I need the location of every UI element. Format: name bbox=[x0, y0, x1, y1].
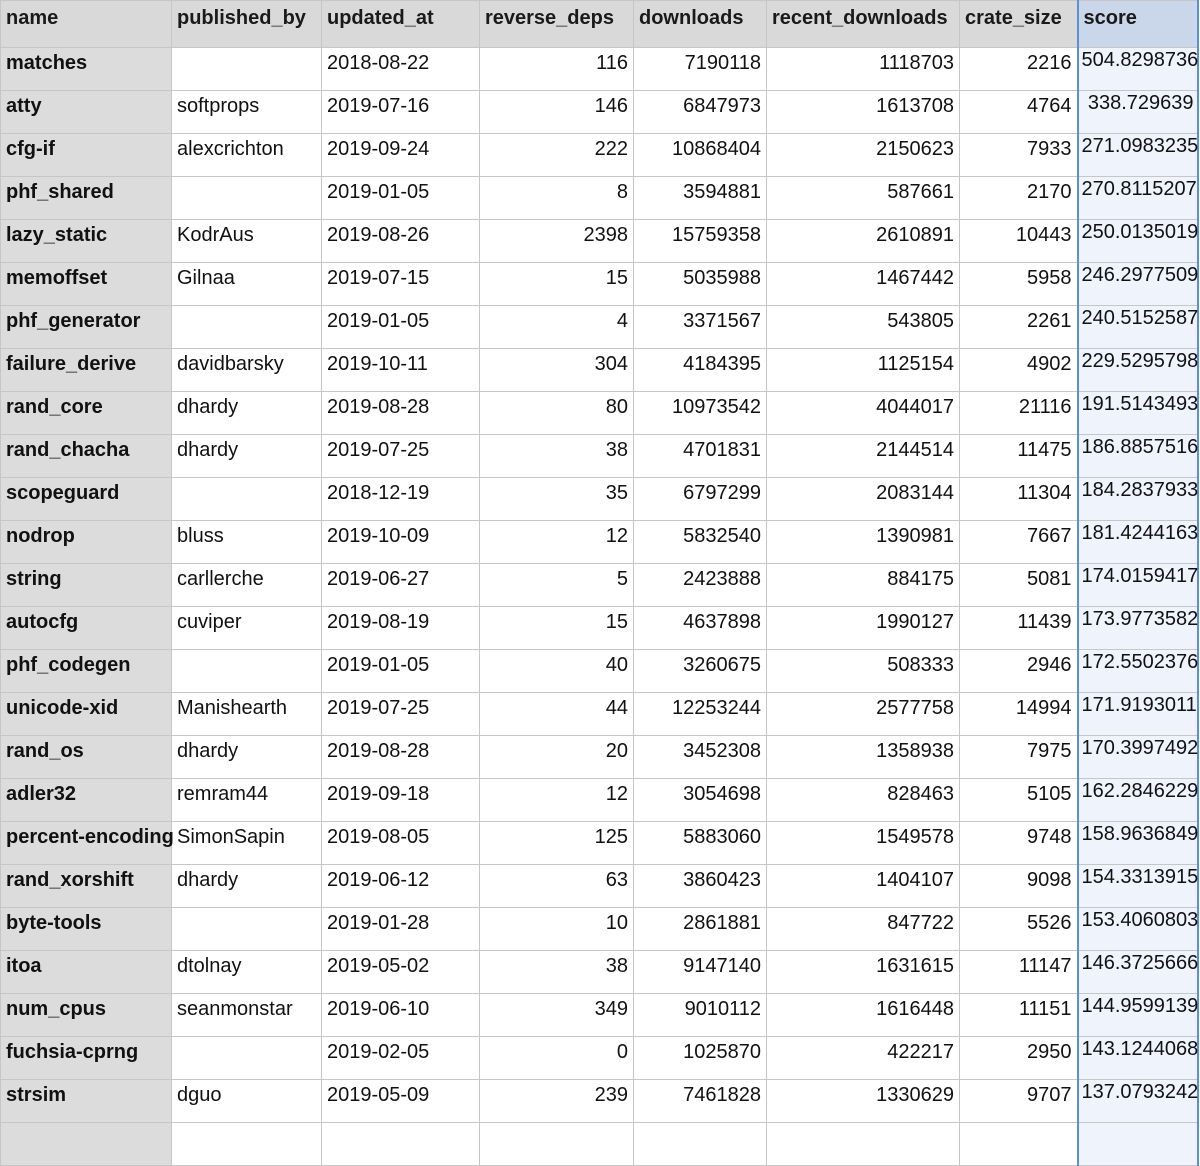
recent-downloads-cell[interactable]: 2610891 bbox=[767, 220, 960, 263]
reverse-deps-cell[interactable]: 12 bbox=[480, 521, 634, 564]
recent-downloads-cell[interactable]: 1631615 bbox=[767, 951, 960, 994]
table-row bbox=[1, 822, 1198, 865]
name-cell[interactable]: atty bbox=[1, 91, 172, 134]
reverse-deps-cell[interactable]: 44 bbox=[480, 693, 634, 736]
crate-size-cell[interactable]: 2946 bbox=[960, 650, 1078, 693]
crate-size-cell[interactable]: 2261 bbox=[960, 306, 1078, 349]
recent-downloads-cell[interactable]: 1990127 bbox=[767, 607, 960, 650]
downloads-cell[interactable]: 12253244 bbox=[634, 693, 767, 736]
downloads-cell[interactable]: 3860423 bbox=[634, 865, 767, 908]
score-cell[interactable]: 229.5295798 bbox=[1078, 349, 1198, 392]
name-cell[interactable]: byte-tools bbox=[1, 908, 172, 951]
table-row bbox=[1, 865, 1198, 908]
table-row bbox=[1, 736, 1198, 779]
score-cell[interactable]: 162.2846229 bbox=[1078, 779, 1198, 822]
table-row bbox=[1, 435, 1198, 478]
updated-at-cell[interactable]: 2019-08-26 bbox=[322, 220, 480, 263]
score-cell[interactable]: 191.5143493 bbox=[1078, 392, 1198, 435]
recent-downloads-cell[interactable]: 1467442 bbox=[767, 263, 960, 306]
score-cell[interactable]: 250.0135019 bbox=[1078, 220, 1198, 263]
downloads-cell[interactable]: 9010112 bbox=[634, 994, 767, 1037]
published-by-cell[interactable]: cuviper bbox=[172, 607, 322, 650]
published-by-cell[interactable] bbox=[172, 48, 322, 91]
crate-size-cell[interactable]: 7975 bbox=[960, 736, 1078, 779]
crate-size-cell[interactable] bbox=[960, 1123, 1078, 1166]
updated-at-cell[interactable]: 2019-02-05 bbox=[322, 1037, 480, 1080]
column-header-score[interactable]: score bbox=[1078, 1, 1198, 48]
updated-at-cell[interactable]: 2019-06-27 bbox=[322, 564, 480, 607]
column-header-recent-downloads[interactable]: recent_downloads bbox=[767, 1, 960, 48]
column-header-updated-at[interactable]: updated_at bbox=[322, 1, 480, 48]
crate-size-cell[interactable]: 5526 bbox=[960, 908, 1078, 951]
published-by-cell[interactable]: bluss bbox=[172, 521, 322, 564]
name-cell[interactable]: rand_os bbox=[1, 736, 172, 779]
table-row bbox=[1, 349, 1198, 392]
name-cell[interactable]: lazy_static bbox=[1, 220, 172, 263]
crate-size-cell[interactable]: 7933 bbox=[960, 134, 1078, 177]
published-by-cell[interactable] bbox=[172, 177, 322, 220]
published-by-cell[interactable]: SimonSapin bbox=[172, 822, 322, 865]
published-by-cell[interactable]: dhardy bbox=[172, 392, 322, 435]
recent-downloads-cell[interactable]: 884175 bbox=[767, 564, 960, 607]
published-by-cell[interactable] bbox=[172, 478, 322, 521]
updated-at-cell[interactable]: 2019-05-09 bbox=[322, 1080, 480, 1123]
published-by-cell[interactable]: dhardy bbox=[172, 865, 322, 908]
column-header-name[interactable]: name bbox=[1, 1, 172, 48]
name-cell[interactable]: itoa bbox=[1, 951, 172, 994]
published-by-cell[interactable]: alexcrichton bbox=[172, 134, 322, 177]
reverse-deps-cell[interactable]: 10 bbox=[480, 908, 634, 951]
score-cell[interactable]: 271.0983235 bbox=[1078, 134, 1198, 177]
crate-size-cell[interactable]: 10443 bbox=[960, 220, 1078, 263]
table-row bbox=[1, 650, 1198, 693]
recent-downloads-cell[interactable]: 1404107 bbox=[767, 865, 960, 908]
name-cell[interactable]: scopeguard bbox=[1, 478, 172, 521]
recent-downloads-cell[interactable]: 2150623 bbox=[767, 134, 960, 177]
recent-downloads-cell[interactable]: 2144514 bbox=[767, 435, 960, 478]
downloads-cell[interactable]: 6847973 bbox=[634, 91, 767, 134]
published-by-cell[interactable] bbox=[172, 908, 322, 951]
reverse-deps-cell[interactable] bbox=[480, 1123, 634, 1166]
reverse-deps-cell[interactable]: 15 bbox=[480, 607, 634, 650]
table-row bbox=[1, 306, 1198, 349]
table-row bbox=[1, 48, 1198, 91]
name-cell[interactable]: rand_xorshift bbox=[1, 865, 172, 908]
updated-at-cell[interactable]: 2019-09-24 bbox=[322, 134, 480, 177]
column-header-reverse-deps[interactable]: reverse_deps bbox=[480, 1, 634, 48]
updated-at-cell[interactable] bbox=[322, 1123, 480, 1166]
downloads-cell[interactable]: 4637898 bbox=[634, 607, 767, 650]
recent-downloads-cell[interactable] bbox=[767, 1123, 960, 1166]
crate-size-cell[interactable]: 2950 bbox=[960, 1037, 1078, 1080]
downloads-cell[interactable]: 2423888 bbox=[634, 564, 767, 607]
published-by-cell[interactable] bbox=[172, 1123, 322, 1166]
recent-downloads-cell[interactable]: 2083144 bbox=[767, 478, 960, 521]
published-by-cell[interactable]: Gilnaa bbox=[172, 263, 322, 306]
downloads-cell[interactable]: 3260675 bbox=[634, 650, 767, 693]
crate-size-cell[interactable]: 14994 bbox=[960, 693, 1078, 736]
published-by-cell[interactable] bbox=[172, 306, 322, 349]
name-cell[interactable] bbox=[1, 1123, 172, 1166]
score-cell[interactable]: 170.3997492 bbox=[1078, 736, 1198, 779]
reverse-deps-cell[interactable]: 125 bbox=[480, 822, 634, 865]
crate-size-cell[interactable]: 4902 bbox=[960, 349, 1078, 392]
table-row bbox=[1, 607, 1198, 650]
column-header-crate-size[interactable]: crate_size bbox=[960, 1, 1078, 48]
name-cell[interactable]: nodrop bbox=[1, 521, 172, 564]
updated-at-cell[interactable]: 2019-07-15 bbox=[322, 263, 480, 306]
updated-at-cell[interactable]: 2019-08-28 bbox=[322, 392, 480, 435]
score-cell[interactable]: 172.5502376 bbox=[1078, 650, 1198, 693]
reverse-deps-cell[interactable]: 2398 bbox=[480, 220, 634, 263]
table-row bbox=[1, 177, 1198, 220]
table-row bbox=[1, 392, 1198, 435]
score-cell[interactable] bbox=[1078, 1123, 1198, 1166]
updated-at-cell[interactable]: 2018-08-22 bbox=[322, 48, 480, 91]
downloads-cell[interactable] bbox=[634, 1123, 767, 1166]
recent-downloads-cell[interactable]: 828463 bbox=[767, 779, 960, 822]
updated-at-cell[interactable]: 2018-12-19 bbox=[322, 478, 480, 521]
published-by-cell[interactable]: carllerche bbox=[172, 564, 322, 607]
recent-downloads-cell[interactable]: 508333 bbox=[767, 650, 960, 693]
updated-at-cell[interactable]: 2019-01-05 bbox=[322, 306, 480, 349]
downloads-cell[interactable]: 15759358 bbox=[634, 220, 767, 263]
table-row bbox=[1, 91, 1198, 134]
downloads-cell[interactable]: 4701831 bbox=[634, 435, 767, 478]
name-cell[interactable]: percent-encoding bbox=[1, 822, 172, 865]
table-row bbox=[1, 1123, 1198, 1166]
table-row bbox=[1, 1080, 1198, 1123]
updated-at-cell[interactable]: 2019-07-25 bbox=[322, 435, 480, 478]
name-cell[interactable]: string bbox=[1, 564, 172, 607]
name-cell[interactable]: fuchsia-cprng bbox=[1, 1037, 172, 1080]
updated-at-cell[interactable]: 2019-06-10 bbox=[322, 994, 480, 1037]
crate-size-cell[interactable]: 7667 bbox=[960, 521, 1078, 564]
recent-downloads-cell[interactable]: 1549578 bbox=[767, 822, 960, 865]
crate-size-cell[interactable]: 2216 bbox=[960, 48, 1078, 91]
published-by-cell[interactable] bbox=[172, 1037, 322, 1080]
recent-downloads-cell[interactable]: 847722 bbox=[767, 908, 960, 951]
reverse-deps-cell[interactable]: 0 bbox=[480, 1037, 634, 1080]
table-row bbox=[1, 478, 1198, 521]
reverse-deps-cell[interactable]: 239 bbox=[480, 1080, 634, 1123]
reverse-deps-cell[interactable]: 35 bbox=[480, 478, 634, 521]
published-by-cell[interactable]: remram44 bbox=[172, 779, 322, 822]
downloads-cell[interactable]: 10973542 bbox=[634, 392, 767, 435]
name-cell[interactable]: rand_chacha bbox=[1, 435, 172, 478]
score-cell[interactable]: 246.2977509 bbox=[1078, 263, 1198, 306]
crate-size-cell[interactable]: 11475 bbox=[960, 435, 1078, 478]
crate-size-cell[interactable]: 2170 bbox=[960, 177, 1078, 220]
score-cell[interactable]: 181.4244163 bbox=[1078, 521, 1198, 564]
reverse-deps-cell[interactable]: 38 bbox=[480, 951, 634, 994]
score-cell[interactable]: 184.2837933 bbox=[1078, 478, 1198, 521]
column-header-published-by[interactable]: published_by bbox=[172, 1, 322, 48]
reverse-deps-cell[interactable]: 116 bbox=[480, 48, 634, 91]
score-cell[interactable]: 154.3313915 bbox=[1078, 865, 1198, 908]
recent-downloads-cell[interactable]: 587661 bbox=[767, 177, 960, 220]
name-cell[interactable]: phf_codegen bbox=[1, 650, 172, 693]
score-cell[interactable]: 174.0159417 bbox=[1078, 564, 1198, 607]
reverse-deps-cell[interactable]: 40 bbox=[480, 650, 634, 693]
downloads-cell[interactable]: 3054698 bbox=[634, 779, 767, 822]
score-cell[interactable]: 146.3725666 bbox=[1078, 951, 1198, 994]
downloads-cell[interactable]: 3452308 bbox=[634, 736, 767, 779]
updated-at-cell[interactable]: 2019-01-05 bbox=[322, 177, 480, 220]
reverse-deps-cell[interactable]: 4 bbox=[480, 306, 634, 349]
updated-at-cell[interactable]: 2019-01-28 bbox=[322, 908, 480, 951]
recent-downloads-cell[interactable]: 422217 bbox=[767, 1037, 960, 1080]
score-cell[interactable]: 173.9773582 bbox=[1078, 607, 1198, 650]
published-by-cell[interactable]: dhardy bbox=[172, 435, 322, 478]
recent-downloads-cell[interactable]: 1358938 bbox=[767, 736, 960, 779]
crate-size-cell[interactable]: 9707 bbox=[960, 1080, 1078, 1123]
updated-at-cell[interactable]: 2019-05-02 bbox=[322, 951, 480, 994]
name-cell[interactable]: phf_generator bbox=[1, 306, 172, 349]
downloads-cell[interactable]: 5883060 bbox=[634, 822, 767, 865]
reverse-deps-cell[interactable]: 15 bbox=[480, 263, 634, 306]
score-cell[interactable]: 338.729639 bbox=[1078, 91, 1198, 134]
header-row bbox=[1, 1, 1198, 48]
downloads-cell[interactable]: 6797299 bbox=[634, 478, 767, 521]
reverse-deps-cell[interactable]: 12 bbox=[480, 779, 634, 822]
score-cell[interactable]: 270.8115207 bbox=[1078, 177, 1198, 220]
crate-size-cell[interactable]: 11304 bbox=[960, 478, 1078, 521]
crate-size-cell[interactable]: 11147 bbox=[960, 951, 1078, 994]
recent-downloads-cell[interactable]: 1613708 bbox=[767, 91, 960, 134]
name-cell[interactable]: rand_core bbox=[1, 392, 172, 435]
crate-size-cell[interactable]: 5105 bbox=[960, 779, 1078, 822]
updated-at-cell[interactable]: 2019-08-05 bbox=[322, 822, 480, 865]
column-header-downloads[interactable]: downloads bbox=[634, 1, 767, 48]
name-cell[interactable]: cfg-if bbox=[1, 134, 172, 177]
crate-size-cell[interactable]: 21116 bbox=[960, 392, 1078, 435]
downloads-cell[interactable]: 5035988 bbox=[634, 263, 767, 306]
updated-at-cell[interactable]: 2019-09-18 bbox=[322, 779, 480, 822]
downloads-cell[interactable]: 10868404 bbox=[634, 134, 767, 177]
table-body bbox=[1, 48, 1198, 1166]
crate-size-cell[interactable]: 4764 bbox=[960, 91, 1078, 134]
published-by-cell[interactable]: KodrAus bbox=[172, 220, 322, 263]
published-by-cell[interactable] bbox=[172, 650, 322, 693]
recent-downloads-cell[interactable]: 1390981 bbox=[767, 521, 960, 564]
table-row bbox=[1, 693, 1198, 736]
updated-at-cell[interactable]: 2019-07-25 bbox=[322, 693, 480, 736]
recent-downloads-cell[interactable]: 1118703 bbox=[767, 48, 960, 91]
updated-at-cell[interactable]: 2019-10-09 bbox=[322, 521, 480, 564]
updated-at-cell[interactable]: 2019-07-16 bbox=[322, 91, 480, 134]
updated-at-cell[interactable]: 2019-10-11 bbox=[322, 349, 480, 392]
reverse-deps-cell[interactable]: 146 bbox=[480, 91, 634, 134]
downloads-cell[interactable]: 4184395 bbox=[634, 349, 767, 392]
downloads-cell[interactable]: 5832540 bbox=[634, 521, 767, 564]
updated-at-cell[interactable]: 2019-08-19 bbox=[322, 607, 480, 650]
table-row bbox=[1, 220, 1198, 263]
published-by-cell[interactable]: davidbarsky bbox=[172, 349, 322, 392]
downloads-cell[interactable]: 7461828 bbox=[634, 1080, 767, 1123]
score-cell[interactable]: 186.8857516 bbox=[1078, 435, 1198, 478]
table-row bbox=[1, 134, 1198, 177]
downloads-cell[interactable]: 1025870 bbox=[634, 1037, 767, 1080]
downloads-cell[interactable]: 3594881 bbox=[634, 177, 767, 220]
updated-at-cell[interactable]: 2019-06-12 bbox=[322, 865, 480, 908]
table-row bbox=[1, 994, 1198, 1037]
name-cell[interactable]: num_cpus bbox=[1, 994, 172, 1037]
name-cell[interactable]: phf_shared bbox=[1, 177, 172, 220]
published-by-cell[interactable]: Manishearth bbox=[172, 693, 322, 736]
score-cell[interactable]: 143.1244068 bbox=[1078, 1037, 1198, 1080]
table-row bbox=[1, 951, 1198, 994]
published-by-cell[interactable]: dguo bbox=[172, 1080, 322, 1123]
score-cell[interactable]: 137.0793242 bbox=[1078, 1080, 1198, 1123]
name-cell[interactable]: matches bbox=[1, 48, 172, 91]
recent-downloads-cell[interactable]: 1330629 bbox=[767, 1080, 960, 1123]
score-cell[interactable]: 171.9193011 bbox=[1078, 693, 1198, 736]
recent-downloads-cell[interactable]: 2577758 bbox=[767, 693, 960, 736]
score-cell[interactable]: 158.9636849 bbox=[1078, 822, 1198, 865]
name-cell[interactable]: unicode-xid bbox=[1, 693, 172, 736]
reverse-deps-cell[interactable]: 80 bbox=[480, 392, 634, 435]
name-cell[interactable]: adler32 bbox=[1, 779, 172, 822]
updated-at-cell[interactable]: 2019-01-05 bbox=[322, 650, 480, 693]
updated-at-cell[interactable]: 2019-08-28 bbox=[322, 736, 480, 779]
table-row bbox=[1, 564, 1198, 607]
reverse-deps-cell[interactable]: 349 bbox=[480, 994, 634, 1037]
published-by-cell[interactable]: dhardy bbox=[172, 736, 322, 779]
table-row bbox=[1, 263, 1198, 306]
downloads-cell[interactable]: 3371567 bbox=[634, 306, 767, 349]
score-cell[interactable]: 240.5152587 bbox=[1078, 306, 1198, 349]
reverse-deps-cell[interactable]: 63 bbox=[480, 865, 634, 908]
name-cell[interactable]: memoffset bbox=[1, 263, 172, 306]
recent-downloads-cell[interactable]: 543805 bbox=[767, 306, 960, 349]
table-row bbox=[1, 1037, 1198, 1080]
published-by-cell[interactable]: softprops bbox=[172, 91, 322, 134]
name-cell[interactable]: failure_derive bbox=[1, 349, 172, 392]
crate-size-cell[interactable]: 11439 bbox=[960, 607, 1078, 650]
reverse-deps-cell[interactable]: 222 bbox=[480, 134, 634, 177]
recent-downloads-cell[interactable]: 1616448 bbox=[767, 994, 960, 1037]
reverse-deps-cell[interactable]: 8 bbox=[480, 177, 634, 220]
downloads-cell[interactable]: 2861881 bbox=[634, 908, 767, 951]
crate-size-cell[interactable]: 11151 bbox=[960, 994, 1078, 1037]
name-cell[interactable]: strsim bbox=[1, 1080, 172, 1123]
table-row bbox=[1, 521, 1198, 564]
crate-size-cell[interactable]: 9098 bbox=[960, 865, 1078, 908]
recent-downloads-cell[interactable]: 4044017 bbox=[767, 392, 960, 435]
table-row bbox=[1, 908, 1198, 951]
reverse-deps-cell[interactable]: 5 bbox=[480, 564, 634, 607]
downloads-cell[interactable]: 9147140 bbox=[634, 951, 767, 994]
reverse-deps-cell[interactable]: 20 bbox=[480, 736, 634, 779]
downloads-cell[interactable]: 7190118 bbox=[634, 48, 767, 91]
score-cell[interactable]: 153.4060803 bbox=[1078, 908, 1198, 951]
recent-downloads-cell[interactable]: 1125154 bbox=[767, 349, 960, 392]
crate-size-cell[interactable]: 5081 bbox=[960, 564, 1078, 607]
name-cell[interactable]: autocfg bbox=[1, 607, 172, 650]
score-cell[interactable]: 504.8298736 bbox=[1078, 48, 1198, 91]
published-by-cell[interactable]: seanmonstar bbox=[172, 994, 322, 1037]
reverse-deps-cell[interactable]: 38 bbox=[480, 435, 634, 478]
crate-size-cell[interactable]: 5958 bbox=[960, 263, 1078, 306]
score-cell[interactable]: 144.9599139 bbox=[1078, 994, 1198, 1037]
published-by-cell[interactable]: dtolnay bbox=[172, 951, 322, 994]
crate-size-cell[interactable]: 9748 bbox=[960, 822, 1078, 865]
reverse-deps-cell[interactable]: 304 bbox=[480, 349, 634, 392]
table-row bbox=[1, 779, 1198, 822]
